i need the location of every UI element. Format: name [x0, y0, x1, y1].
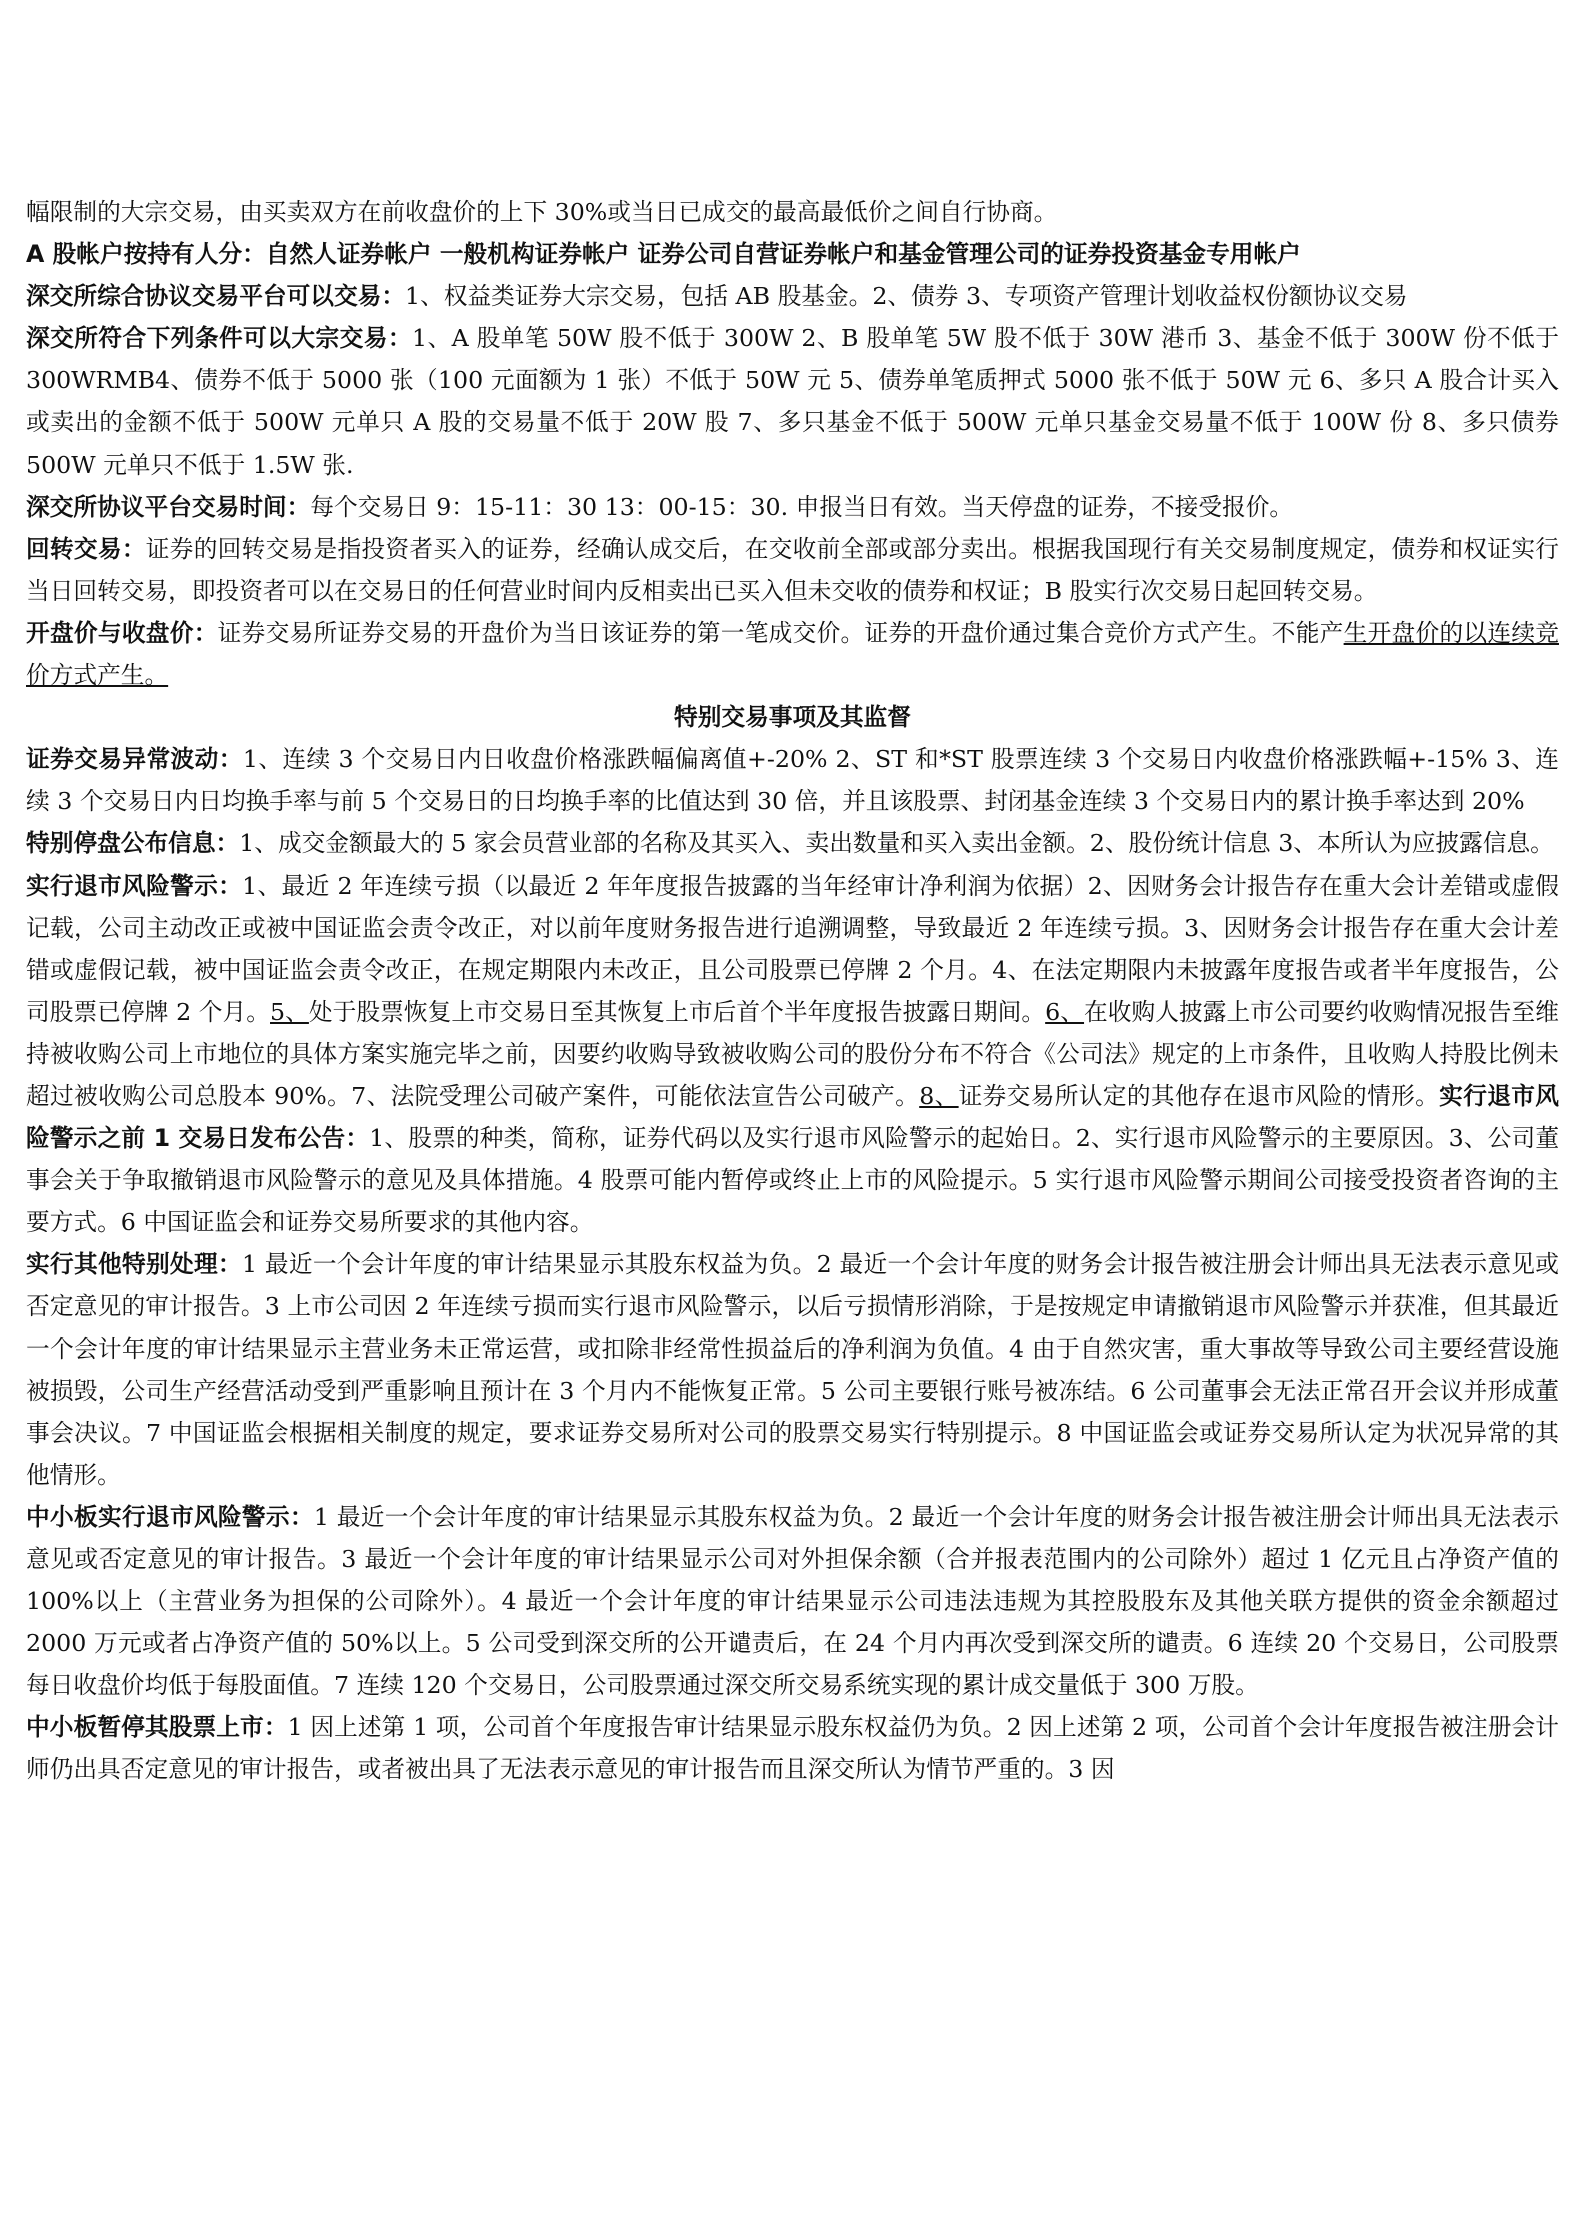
term-label: 实行退市风险警示：	[26, 871, 243, 900]
paragraph-text: 1 因上述第 1 项，公司首个年度报告审计结果显示股东权益仍为负。2 因上述第 2 项，公司首个会计年度报告被注册会计师仍出具否定意见的审计报告，或者被出具了无法表示意见的审计报告而且深交所认为情节严重的。3 因	[26, 1713, 1559, 1784]
term-label: 深交所协议平台交易时间：	[26, 492, 311, 521]
paragraph	[26, 233, 1559, 275]
paragraph	[26, 1706, 1559, 1790]
paragraph-text: 1、A 股单笔 50W 股不低于 300W 2、B 股单笔 5W 股不低于 30W 港币 3、基金不低于 300W 份不低于 300WRMB4、债券不低于 5000 张（100 元面额为 1 张）不低于 50W 元 5、债券单笔质押式 5000 张不低于 50W 元 6、多只 A 股合计买入或卖出的金额不低于 500W 元单只 A 股的交易量不低于 20W 股 7、多只基金不低于 500W 元单只基金交易量不低于 100W 份 8、多只债券 500W 元单只不低于 1.5W 张.	[26, 324, 1559, 479]
paragraph-text: 8、	[919, 1081, 959, 1110]
paragraph	[26, 275, 1559, 317]
paragraph-text: 1、成交金额最大的 5 家会员营业部的名称及其买入、卖出数量和买入卖出金额。2、股份统计信息 3、本所认为应披露信息。	[239, 829, 1554, 858]
paragraph-text: 每个交易日 9：15-11：30 13：00-15：30. 申报当日有效。当天停盘的证券，不接受报价。	[310, 492, 1294, 521]
paragraph	[26, 1243, 1559, 1496]
paragraph-text: 生开盘价的以连续竞价方式产生。	[26, 618, 1559, 690]
document-page	[26, 191, 1559, 1791]
paragraph-text: 1、连续 3 个交易日内日收盘价格涨跌幅偏离值+-20% 2、ST 和*ST 股票连续 3 个交易日内收盘价格涨跌幅+-15% 3、连续 3 个交易日内日均换手率与前 5 个交易日的日均换手率的比值达到 30 倍，并且该股票、封闭基金连续 3 个交易日内的累计换手率达到 20%	[26, 745, 1559, 816]
section-heading	[26, 696, 1559, 738]
paragraph	[26, 486, 1559, 528]
paragraph-text: 1、权益类证券大宗交易，包括 AB 股基金。2、债券 3、专项资产管理计划收益权份额协议交易	[405, 282, 1408, 311]
paragraph-text: 特别交易事项及其监督	[674, 703, 911, 732]
term-label: 实行退市风险警示之前 1 交易日发布公告：	[26, 1081, 1559, 1153]
paragraph-text: 证券交易所认定的其他存在退市风险的情形。	[958, 1081, 1440, 1110]
term-label: 深交所综合协议交易平台可以交易：	[26, 282, 406, 311]
paragraph-text: 在收购人披露上市公司要约收购情况报告至维持被收购公司上市地位的具体方案实施完毕之前，因要约收购导致被收购公司的股份分布不符合《公司法》规定的上市条件，且收购人持股比例未超过被收购公司总股本 90%。7、法院受理公司破产案件，可能依法宣告公司破产。	[26, 997, 1559, 1110]
term-label: 特别停盘公布信息：	[26, 829, 240, 858]
term-label: A 股帐户按持有人分：自然人证券帐户 一般机构证券帐户 证券公司自营证券帐户和基金管理公司的证券投资基金专用帐户	[26, 240, 1301, 269]
paragraph-text: 证券的回转交易是指投资者买入的证券，经确认成交后，在交收前全部或部分卖出。根据我国现行有关交易制度规定，债券和权证实行当日回转交易，即投资者可以在交易日的任何营业时间内反相卖出已买入但未交收的债券和权证；B 股实行次交易日起回转交易。	[26, 534, 1559, 605]
paragraph-text: 1 最近一个会计年度的审计结果显示其股东权益为负。2 最近一个会计年度的财务会计报告被注册会计师出具无法表示意见或否定意见的审计报告。3 上市公司因 2 年连续亏损而实行退市风险警示，以后亏损情形消除，于是按规定申请撤销退市风险警示并获准，但其最近一个会计年度的审计结果显示主营业务未正常运营，或扣除非经常性损益后的净利润为负值。4 由于自然灾害，重大事故等导致公司主要经营设施被损毁，公司生产经营活动受到严重影响且预计在 3 个月内不能恢复正常。5 公司主要银行账号被冻结。6 公司董事会无法正常召开会议并形成董事会决议。7 中国证监会根据相关制度的规定，要求证券交易所对公司的股票交易实行特别提示。8 中国证监会或证券交易所认定为状况异常的其他情形。	[26, 1250, 1559, 1489]
term-label: 中小板实行退市风险警示：	[26, 1502, 314, 1531]
paragraph	[26, 1496, 1559, 1706]
paragraph-text: 证券交易所证券交易的开盘价为当日该证券的第一笔成交价。证券的开盘价通过集合竞价方式产生。不能产	[217, 618, 1344, 647]
paragraph	[26, 738, 1559, 822]
paragraph	[26, 822, 1559, 864]
paragraph	[26, 865, 1559, 1244]
paragraph-text: 1 最近一个会计年度的审计结果显示其股东权益为负。2 最近一个会计年度的财务会计报告被注册会计师出具无法表示意见或否定意见的审计报告。3 最近一个会计年度的审计结果显示公司对外担保余额（合并报表范围内的公司除外）超过 1 亿元且占净资产值的 100%以上（主营业务为担保的公司除外）。4 最近一个会计年度的审计结果显示公司违法违规为其控股股东及其他关联方提供的资金余额超过 2000 万元或者占净资产值的 50%以上。5 公司受到深交所的公开谴责后，在 24 个月内再次受到深交所的谴责。6 连续 20 个交易日，公司股票每日收盘价均低于每股面值。7 连续 120 个交易日，公司股票通过深交所交易系统实现的累计成交量低于 300 万股。	[26, 1502, 1559, 1700]
paragraph-text: 1、最近 2 年连续亏损（以最近 2 年年度报告披露的当年经审计净利润为依据）2、因财务会计报告存在重大会计差错或虚假记载，公司主动改正或被中国证监会责令改正，对以前年度财务报告进行追溯调整，导致最近 2 年连续亏损。3、因财务会计报告存在重大会计差错或虚假记载，被中国证监会责令改正，在规定期限内未改正，且公司股票已停牌 2 个月。4、在法定期限内未披露年度报告或者半年度报告，公司股票已停牌 2 个月。	[26, 871, 1559, 1026]
paragraph	[26, 191, 1559, 233]
paragraph-text: 处于股票恢复上市交易日至其恢复上市后首个半年度报告披露日期间。	[308, 997, 1046, 1026]
term-label: 深交所符合下列条件可以大宗交易：	[26, 324, 412, 353]
paragraph-text: 5、	[270, 997, 309, 1026]
term-label: 中小板暂停其股票上市：	[26, 1713, 288, 1742]
term-label: 回转交易：	[26, 534, 146, 563]
paragraph	[26, 317, 1559, 485]
paragraph-text: 1、股票的种类，简称，证券代码以及实行退市风险警示的起始日。2、实行退市风险警示的主要原因。3、公司董事会关于争取撤销退市风险警示的意见及具体措施。4 股票可能内暂停或终止上市的风险提示。5 实行退市风险警示期间公司接受投资者咨询的主要方式。6 中国证监会和证券交易所要求的其他内容。	[26, 1124, 1560, 1237]
paragraph	[26, 612, 1559, 696]
term-label: 证券交易异常波动：	[26, 745, 243, 774]
paragraph-text: 6、	[1045, 997, 1085, 1026]
term-label: 实行其他特别处理：	[26, 1250, 242, 1279]
paragraph-text: 幅限制的大宗交易，由买卖双方在前收盘价的上下 30%或当日已成交的最高最低价之间自行协商。	[26, 198, 1058, 226]
paragraph	[26, 528, 1559, 612]
term-label: 开盘价与收盘价：	[26, 618, 218, 647]
